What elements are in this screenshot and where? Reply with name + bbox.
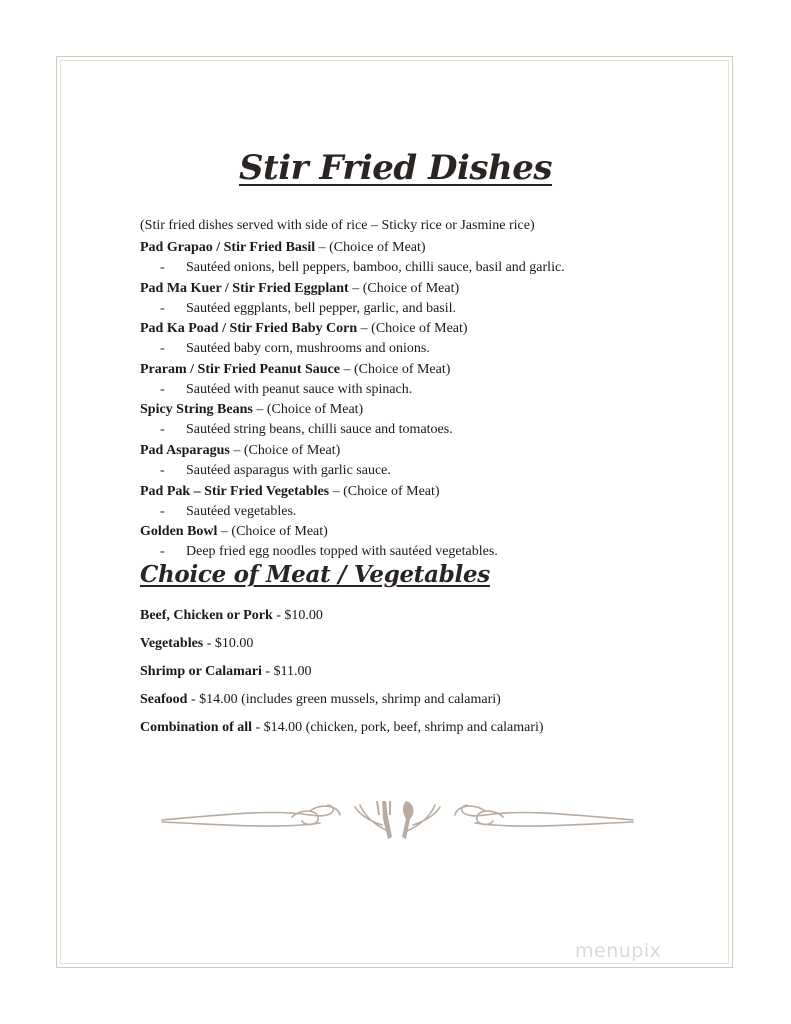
price-value: - $14.00 (chicken, pork, beef, shrimp and calamari) <box>252 720 544 735</box>
dish-item <box>140 360 565 401</box>
dish-description: Sautéed with peanut sauce with spinach. <box>186 381 413 397</box>
dish-choice: – (Choice of Meat) <box>315 240 426 255</box>
bullet-dash: - <box>160 462 165 478</box>
bullet-dash: - <box>160 381 165 397</box>
price-label: Beef, Chicken or Pork <box>140 608 273 623</box>
dish-choice: – (Choice of Meat) <box>229 442 341 458</box>
dish-choice: – (Choice of Meat) <box>340 361 451 377</box>
price-label: Vegetables <box>140 636 204 651</box>
price-row <box>140 662 544 690</box>
dish-description: Deep fried egg noodles topped with sautéed vegetables. <box>186 544 498 560</box>
price-label: Seafood <box>140 692 188 707</box>
price-value: - $14.00 (includes green mussels, shrimp and calamari) <box>187 692 501 707</box>
dish-choice: – (Choice of Meat) <box>252 402 364 418</box>
price-row <box>140 606 544 634</box>
bullet-dash: - <box>160 341 165 357</box>
dish-item <box>140 522 565 563</box>
dish-item <box>140 238 565 279</box>
watermark: menupix <box>575 940 662 962</box>
dish-item <box>140 441 565 482</box>
price-value: - $10.00 <box>272 608 323 623</box>
dish-name: Pad Ma Kuer / Stir Fried Eggplant <box>140 280 349 296</box>
dish-name: Pad Grapao / Stir Fried Basil <box>140 240 316 255</box>
page-title: Stir Fried Dishes <box>238 148 553 188</box>
dish-name: Spicy String Beans <box>140 402 253 418</box>
price-row <box>140 718 544 746</box>
bullet-dash: - <box>160 300 165 316</box>
bullet-dash: - <box>160 503 165 519</box>
dish-name: Pad Pak – Stir Fried Vegetables <box>140 483 330 499</box>
dish-name: Pad Ka Poad / Stir Fried Baby Corn <box>140 321 358 337</box>
price-row <box>140 690 544 718</box>
dish-item <box>140 482 565 523</box>
dish-description: Sautéed asparagus with garlic sauce. <box>186 462 391 478</box>
price-label: Shrimp or Calamari <box>140 664 262 679</box>
price-label: Combination of all <box>140 720 253 735</box>
dish-description: Sautéed baby corn, mushrooms and onions. <box>186 341 430 357</box>
price-row <box>140 634 544 662</box>
dish-description: Sautéed eggplants, bell pepper, garlic, and basil. <box>186 300 457 316</box>
dish-name: Praram / Stir Fried Peanut Sauce <box>140 361 340 377</box>
price-list <box>140 606 544 746</box>
dish-item <box>140 319 565 360</box>
dish-item <box>140 279 565 320</box>
intro-note: (Stir fried dishes served with side of rice – Sticky rice or Jasmine rice) <box>140 218 535 233</box>
bullet-dash: - <box>160 544 165 560</box>
dish-description: Sautéed vegetables. <box>186 503 297 519</box>
dish-choice: – (Choice of Meat) <box>357 321 468 337</box>
dish-description: Sautéed string beans, chilli sauce and tomatoes. <box>186 422 453 438</box>
dish-choice: – (Choice of Meat) <box>329 483 440 499</box>
meat-choice-heading: Choice of Meat / Vegetables <box>140 561 490 588</box>
bullet-dash: - <box>160 422 165 438</box>
dish-choice: – (Choice of Meat) <box>348 280 460 296</box>
dish-list <box>140 238 565 563</box>
cutlery-flourish-icon <box>160 795 635 845</box>
dish-name: Pad Asparagus <box>140 442 230 458</box>
dish-item <box>140 400 565 441</box>
dish-name: Golden Bowl <box>140 524 218 540</box>
dish-choice: – (Choice of Meat) <box>217 524 328 540</box>
dish-description: Sautéed onions, bell peppers, bamboo, chilli sauce, basil and garlic. <box>186 260 565 275</box>
price-value: - $10.00 <box>203 636 254 651</box>
price-value: - $11.00 <box>261 664 312 679</box>
bullet-dash: - <box>160 260 165 275</box>
